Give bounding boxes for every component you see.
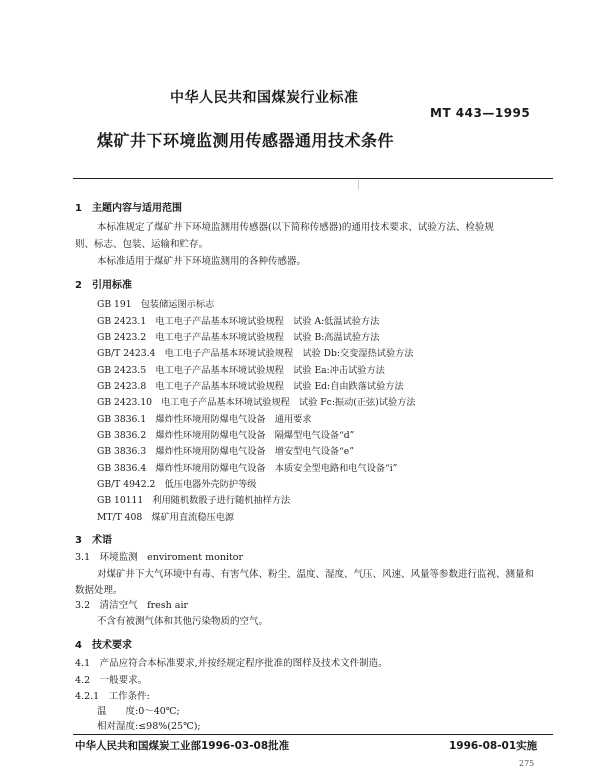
clause-4-2: 4.2 一般要求。	[75, 675, 148, 686]
reference-item: GB/T 4942.2 低压电器外壳防护等级	[97, 479, 257, 490]
reference-item: MT/T 408 煤矿用直流稳压电源	[97, 512, 235, 523]
term-3-1-definition-line-2: 数据处理。	[75, 585, 123, 596]
bottom-divider	[73, 734, 553, 735]
section-1-para-1-line-2: 则、标志、包装、运输和贮存。	[75, 239, 209, 250]
section-1-para-1-line-1: 本标准规定了煤矿井下环境监测用传感器(以下简称传感器)的通用技术要求、试验方法、检验规	[97, 222, 494, 233]
section-3-heading: 3 术语	[75, 535, 112, 546]
clause-4-1: 4.1 产品应符合本标准要求,并按经规定程序批准的图样及技术文件制造。	[75, 658, 388, 669]
term-3-2-heading: 3.2 清洁空气 fresh air	[75, 600, 189, 611]
term-3-2-definition: 不含有被测气体和其他污染物质的空气。	[97, 616, 269, 627]
condition-temperature: 温 度:0～40℃;	[97, 706, 180, 717]
term-3-1-heading: 3.1 环境监测 enviroment monitor	[75, 552, 244, 563]
reference-item: GB 10111 利用随机数骰子进行随机抽样方法	[97, 495, 291, 506]
section-1-para-2: 本标准适用于煤矿井下环境监测用的各种传感器。	[97, 256, 307, 267]
reference-item: GB 3836.1 爆炸性环境用防爆电气设备 通用要求	[97, 414, 312, 425]
section-2-heading: 2 引用标准	[75, 280, 132, 291]
reference-item: GB 2423.2 电工电子产品基本环境试验规程 试验 B:高温试验方法	[97, 332, 380, 343]
implementation-line: 1996-08-01实施	[449, 740, 538, 752]
page-number: 275	[519, 759, 535, 768]
reference-item: GB 3836.4 爆炸性环境用防爆电气设备 本质安全型电路和电气设备“i”	[97, 463, 398, 474]
condition-humidity: 相对湿度:≤98%(25℃);	[97, 721, 201, 732]
reference-item: GB 2423.1 电工电子产品基本环境试验规程 试验 A:低温试验方法	[97, 316, 380, 327]
reference-item: GB 2423.5 电工电子产品基本环境试验规程 试验 Ea:冲击试验方法	[97, 365, 385, 376]
reference-item: GB/T 2423.4 电工电子产品基本环境试验规程 试验 Db:交变湿热试验方法	[97, 348, 414, 359]
standard-number: MT 443—1995	[430, 106, 531, 120]
document-title: 煤矿井下环境监测用传感器通用技术条件	[97, 131, 395, 150]
clause-4-2-1: 4.2.1 工作条件:	[75, 691, 150, 702]
reference-item: GB 3836.2 爆炸性环境用防爆电气设备 隔爆型电气设备“d”	[97, 430, 355, 441]
scan-mark	[358, 180, 359, 190]
reference-item: GB 191 包装储运图示标志	[97, 299, 215, 310]
industry-standard-heading: 中华人民共和国煤炭行业标准	[170, 90, 359, 106]
reference-item: GB 3836.3 爆炸性环境用防爆电气设备 增安型电气设备“e”	[97, 446, 354, 457]
section-4-heading: 4 技术要求	[75, 640, 132, 651]
reference-item: GB 2423.8 电工电子产品基本环境试验规程 试验 Ed:自由跌落试验方法	[97, 381, 404, 392]
term-3-1-definition-line-1: 对煤矿井下大气环境中有毒、有害气体、粉尘、温度、湿度、气压、风速、风量等参数进行监视、测量和	[97, 569, 535, 580]
reference-item: GB 2423.10 电工电子产品基本环境试验规程 试验 Fc:振动(正弦)试验方法	[97, 397, 416, 408]
section-1-heading: 1 主题内容与适用范围	[75, 203, 182, 214]
top-divider	[73, 178, 553, 179]
approval-line: 中华人民共和国煤炭工业部1996-03-08批准	[75, 740, 290, 752]
